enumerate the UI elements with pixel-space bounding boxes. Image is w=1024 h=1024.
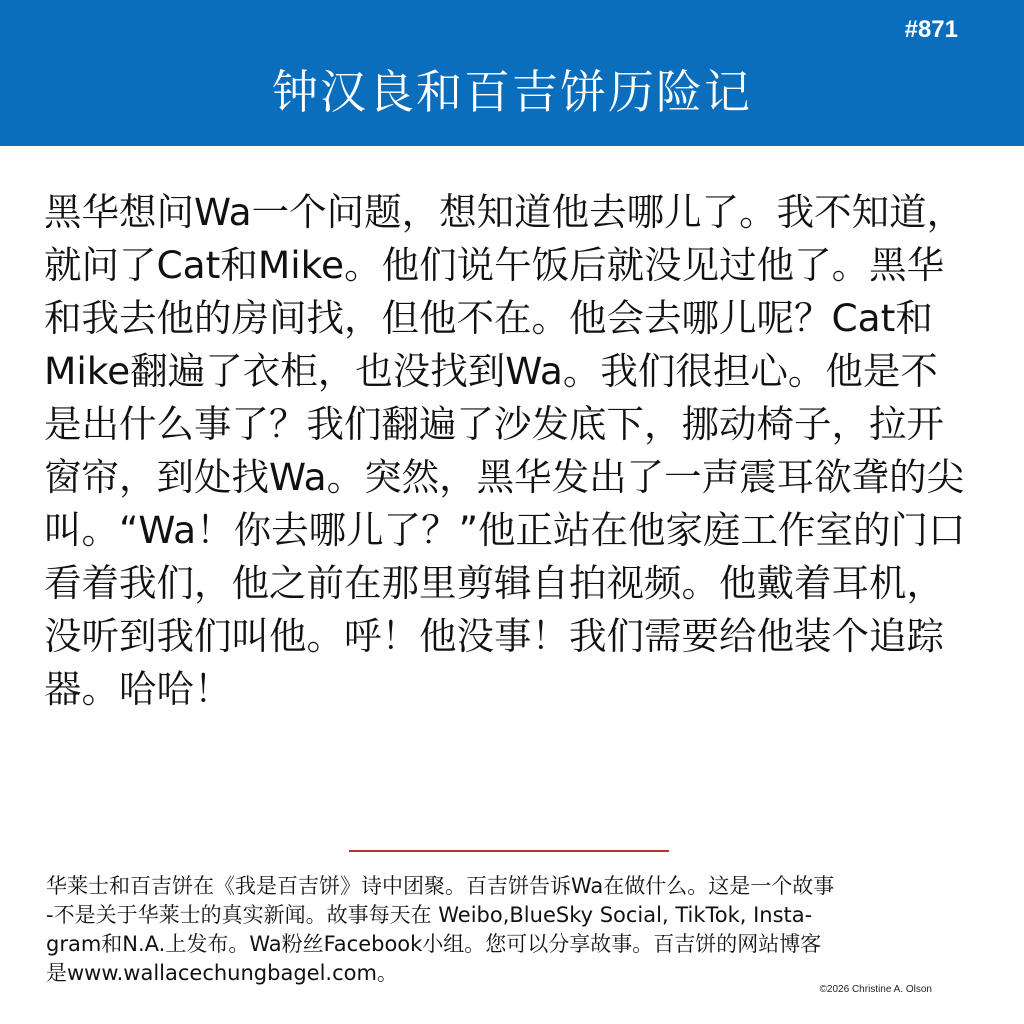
episode-number: #871 — [904, 16, 958, 43]
story-line: 是出什么事了？我们翻遍了沙发底下，挪动椅子，拉开 — [44, 402, 944, 446]
story-line: 窗帘，到处找Wa。突然，黑华发出了一声震耳欲聋的尖 — [44, 455, 965, 499]
story-line: 就问了Cat和Mike。他们说午饭后就没见过他了。黑华 — [44, 243, 945, 287]
footer-line: -不是关于华莱士的真实新闻。故事每天在 Weibo,BlueSky Social, TikTok, Insta- — [46, 903, 813, 927]
divider — [349, 850, 669, 852]
footer-line: gram和N.A.上发布。Wa粉丝Facebook小组。您可以分享故事。百吉饼的网站博客 — [46, 932, 822, 956]
footer-line: 华莱士和百吉饼在《我是百吉饼》诗中团聚。百吉饼告诉Wa在做什么。这是一个故事 — [46, 874, 835, 898]
story-line: 看着我们，他之前在那里剪辑自拍视频。他戴着耳机， — [44, 561, 944, 605]
story-line: 和我去他的房间找，但他不在。他会去哪儿呢？Cat和 — [44, 296, 933, 340]
story-line: 黑华想问Wa一个问题，想知道他去哪儿了。我不知道， — [44, 190, 965, 234]
copyright-notice: ©2026 Christine A. Olson — [819, 984, 932, 995]
story-line: 器。哈哈！ — [44, 667, 232, 711]
footer-note — [46, 872, 980, 988]
header-banner — [0, 0, 1024, 146]
story-line: 没听到我们叫他。呼！他没事！我们需要给他装个追踪 — [44, 614, 944, 658]
page-title: 钟汉良和百吉饼历险记 — [272, 65, 752, 119]
story-line: Mike翻遍了衣柜，也没找到Wa。我们很担心。他是不 — [44, 349, 938, 393]
footer-line: 是www.wallacechungbagel.com。 — [46, 961, 398, 985]
story-text — [44, 186, 984, 716]
story-line: 叫。“Wa！你去哪儿了？”他正站在他家庭工作室的门口 — [44, 508, 966, 552]
